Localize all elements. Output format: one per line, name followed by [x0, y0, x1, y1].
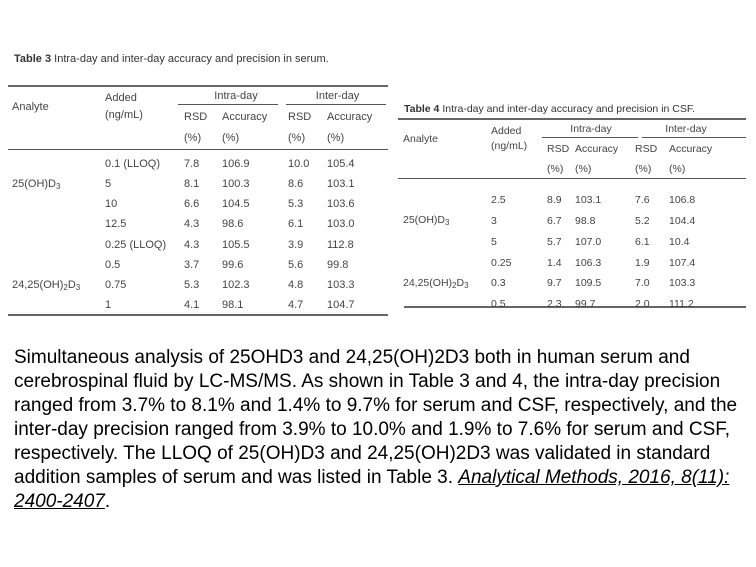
- table-row: [12, 214, 387, 234]
- intra-accuracy-cell: 106.9: [222, 158, 250, 170]
- intra-accuracy-cell: 107.0: [575, 235, 602, 248]
- added-cell: 0.5: [105, 259, 121, 271]
- inter-accuracy-cell: 105.4: [327, 158, 355, 170]
- inter-accuracy-cell: 103.0: [327, 218, 355, 230]
- table4-header-added: [491, 119, 547, 159]
- table3-caption-text: Intra-day and inter-day accuracy and precision in serum.: [51, 53, 329, 65]
- table-row: [12, 234, 387, 255]
- intra-rsd-cell: 8.9: [547, 193, 562, 206]
- intra-rsd-cell: 5.3: [184, 279, 200, 291]
- inter-rsd-cell: 5.3: [288, 198, 304, 210]
- inter-rsd-cell: 2.0: [635, 297, 650, 310]
- table4-caption-label: Table 4: [404, 103, 440, 115]
- table4-header-inter: Inter-day: [665, 123, 707, 135]
- intra-accuracy-cell: 105.5: [222, 238, 250, 251]
- table4-caption-text: Intra-day and inter-day accuracy and precision in CSF.: [439, 103, 696, 115]
- inter-rsd-cell: 1.9: [635, 256, 650, 269]
- intra-rsd-cell: 2.3: [547, 297, 562, 310]
- intra-accuracy-cell: 109.5: [575, 277, 602, 289]
- table3-header-added: [105, 86, 184, 128]
- table3-header-accuracy: Accuracy: [222, 111, 268, 123]
- table4-header-rsd: RSD: [547, 143, 570, 155]
- inter-accuracy-cell: 103.3: [327, 279, 355, 291]
- table4-header-accuracy: Accuracy: [669, 143, 713, 155]
- table3-caption-label: Table 3: [14, 53, 52, 65]
- added-cell: 0.3: [491, 277, 506, 289]
- table3-header-pct: (%): [222, 132, 240, 144]
- inter-accuracy-cell: 106.8: [669, 193, 696, 206]
- inter-rsd-cell: 3.9: [288, 238, 304, 251]
- inter-accuracy-cell: 104.4: [669, 214, 696, 227]
- table4-header-pct: (%): [635, 163, 652, 175]
- table3-header-pct: (%): [184, 132, 202, 144]
- table4-header-pct: (%): [547, 163, 564, 175]
- table4-caption: [404, 103, 695, 115]
- added-cell: 0.75: [105, 279, 127, 291]
- table-row: [403, 293, 737, 314]
- description-text: Simultaneous analysis of 25OHD3 and 24,25(OH)2D3 both in human serum and cerebrospinal fluid by LC-MS/MS. As shown in Table 3 and 4, the intra-day precision ranged from 3.7% to 8.1% and 1.4% to 9.7% for serum and CSF, respectively, and the inter-day precision ranged from 3.9% to 10.0% and 1.9% to 7.6% for serum and CSF, respectively. The LLOQ of 25(OH)D3 and 24,25(OH)2D3 was validated in standard addition samples of serum and was listed in Table 3.: [14, 347, 738, 488]
- table-row: [12, 275, 387, 295]
- inter-accuracy-cell: 104.7: [327, 299, 355, 311]
- intra-accuracy-cell: 99.6: [222, 259, 244, 271]
- table4-header-analyte: Analyte: [403, 133, 439, 145]
- intra-rsd-cell: 6.6: [184, 198, 200, 210]
- table-row: [12, 194, 387, 214]
- intra-rsd-cell: 3.7: [184, 259, 200, 271]
- intra-accuracy-cell: 106.3: [575, 256, 602, 269]
- table3-header-added-1: Added: [105, 92, 137, 104]
- added-cell: 0.1 (LLOQ): [105, 158, 161, 170]
- table-row: [12, 295, 387, 315]
- intra-accuracy-cell: 104.5: [222, 198, 250, 210]
- added-cell: 2.5: [491, 193, 506, 206]
- inter-accuracy-cell: 111.2: [669, 297, 694, 310]
- inter-accuracy-cell: 103.1: [327, 178, 355, 190]
- inter-rsd-cell: 5.6: [288, 259, 304, 271]
- inter-rsd-cell: 6.1: [288, 218, 304, 230]
- analyte-25ohd3: $25(OH)D_3$: [403, 214, 450, 227]
- added-cell: 5: [491, 235, 497, 248]
- inter-rsd-cell: 4.7: [288, 299, 304, 311]
- intra-accuracy-cell: 98.1: [222, 299, 244, 311]
- table-row: [403, 231, 737, 252]
- table3-header-analyte: Analyte: [12, 101, 49, 113]
- added-cell: 1: [105, 299, 112, 311]
- table-row: [12, 154, 387, 174]
- added-cell: 10: [105, 198, 118, 210]
- table3: [12, 86, 387, 315]
- table4-header-rsd: RSD: [635, 143, 658, 155]
- analyte-25ohd3: $25(OH)D_3$: [12, 177, 61, 191]
- table-row: [403, 252, 737, 273]
- description-paragraph: [14, 346, 754, 514]
- table-row: [12, 255, 387, 275]
- table3-header-accuracy: Accuracy: [327, 111, 373, 123]
- inter-rsd-cell: 7.6: [635, 193, 650, 206]
- inter-rsd-cell: 4.8: [288, 279, 304, 291]
- inter-accuracy-cell: 107.4: [669, 256, 696, 269]
- inter-rsd-cell: 7.0: [635, 277, 650, 289]
- inter-rsd-cell: 10.0: [288, 158, 310, 170]
- table3-header-inter: Inter-day: [315, 90, 360, 102]
- added-cell: 3: [491, 214, 497, 227]
- table4-header-pct: (%): [575, 163, 592, 175]
- table-row: [12, 174, 387, 194]
- intra-rsd-cell: 5.7: [547, 235, 562, 248]
- table3-header-intra: Intra-day: [214, 90, 258, 102]
- intra-accuracy-cell: 99.7: [575, 297, 596, 310]
- table3-header-added-2: (ng/mL): [105, 109, 143, 121]
- inter-accuracy-cell: 103.6: [327, 198, 355, 210]
- description-end: .: [104, 491, 111, 512]
- intra-accuracy-cell: 100.3: [222, 178, 250, 190]
- intra-accuracy-cell: 103.1: [575, 193, 602, 206]
- inter-rsd-cell: 6.1: [635, 235, 650, 248]
- intra-rsd-cell: 7.8: [184, 158, 200, 170]
- table3-header-pct: (%): [288, 132, 306, 144]
- table4-header-pct: (%): [669, 163, 686, 175]
- table-row: [403, 273, 737, 293]
- intra-rsd-cell: 6.7: [547, 214, 562, 227]
- analyte-2425oh2d3: $24,25(OH)_2D_3$: [12, 278, 81, 292]
- intra-rsd-cell: 8.1: [184, 178, 200, 190]
- table3-header-rsd: RSD: [184, 111, 208, 123]
- intra-accuracy-cell: 102.3: [222, 279, 250, 291]
- table-row: [403, 210, 737, 231]
- inter-accuracy-cell: 10.4: [669, 235, 690, 248]
- inter-rsd-cell: 5.2: [635, 214, 650, 227]
- intra-rsd-cell: 1.4: [547, 256, 562, 269]
- inter-rsd-cell: 8.6: [288, 178, 304, 190]
- table3-header-pct: (%): [327, 132, 345, 144]
- table4-header-added-2: (ng/mL): [491, 140, 528, 152]
- added-cell: 12.5: [105, 218, 127, 230]
- intra-rsd-cell: 9.7: [547, 277, 562, 289]
- intra-rsd-cell: 4.1: [184, 299, 200, 311]
- table4-header-added-1: Added: [491, 125, 522, 137]
- analyte-2425oh2d3: $24,25(OH)_2D_3$: [403, 276, 469, 290]
- table3-header-rsd: RSD: [288, 111, 312, 123]
- added-cell: 0.25: [491, 256, 512, 269]
- intra-accuracy-cell: 98.8: [575, 214, 596, 227]
- inter-accuracy-cell: 99.8: [327, 259, 349, 271]
- intra-accuracy-cell: 98.6: [222, 218, 244, 230]
- added-cell: 0.25 (LLOQ): [105, 238, 167, 251]
- added-cell: 5: [105, 178, 112, 190]
- table3-caption: [14, 53, 329, 65]
- table4-header-intra: Intra-day: [570, 123, 612, 135]
- table4-header-accuracy: Accuracy: [575, 143, 619, 155]
- intra-rsd-cell: 4.3: [184, 238, 200, 251]
- added-cell: 0.5: [491, 297, 506, 310]
- citation-link[interactable]: Analytical Methods, 2016, 8(11): 2400-2407: [14, 467, 730, 512]
- inter-accuracy-cell: 112.8: [327, 238, 354, 251]
- intra-rsd-cell: 4.3: [184, 218, 200, 230]
- inter-accuracy-cell: 103.3: [669, 277, 696, 289]
- table-row: [403, 189, 737, 210]
- table4: [403, 119, 737, 314]
